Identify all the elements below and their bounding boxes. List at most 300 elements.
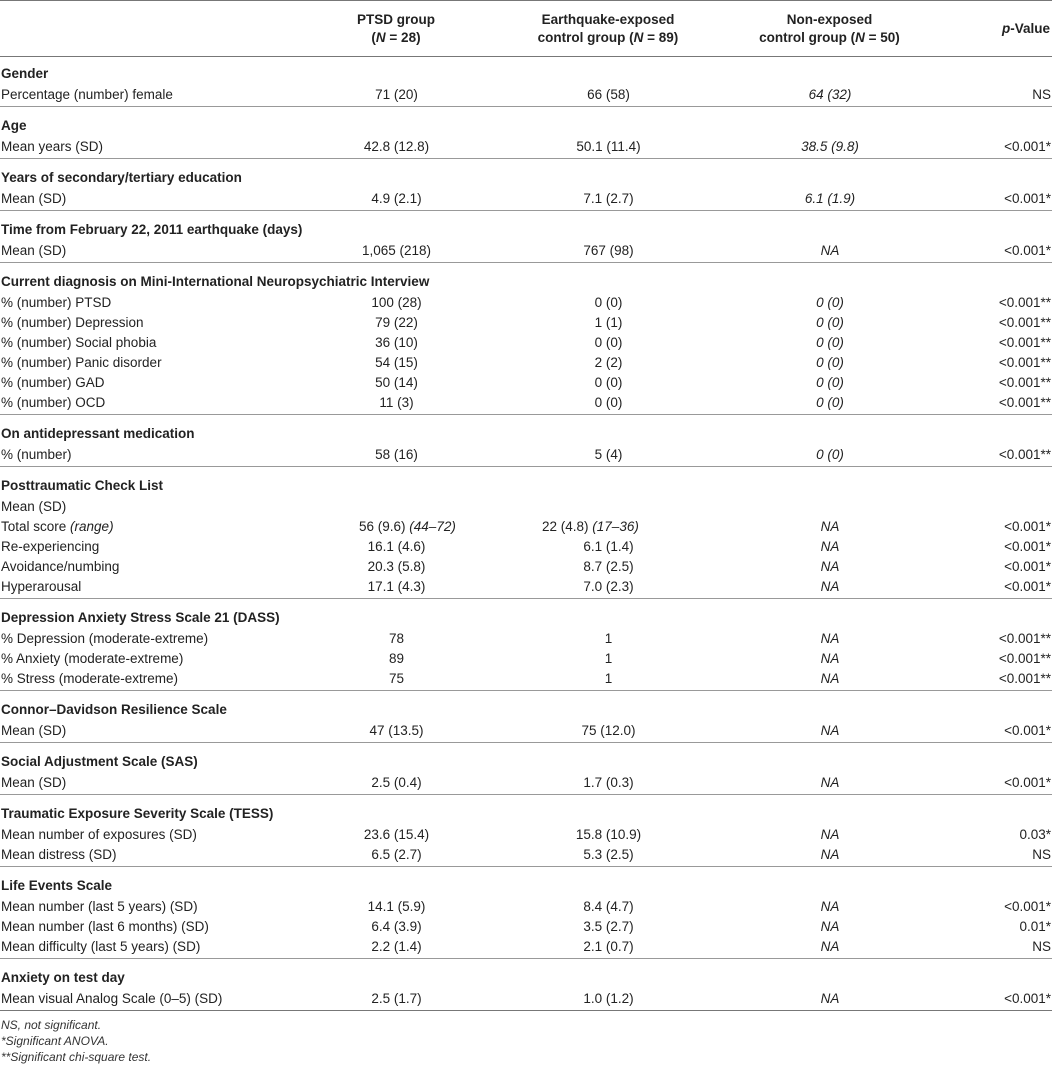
cell-ptsd [303, 537, 489, 557]
cell-ptsd-text: 11 (3) [379, 395, 414, 410]
cell-nonexposed [727, 353, 932, 373]
cell-exposed-text: 7.1 (2.7) [583, 191, 634, 206]
cell-exposed [489, 937, 727, 959]
cell-nonexposed-text: 0 (0) [816, 355, 844, 370]
row-label-text: % (number) [1, 447, 72, 462]
cell-p-value [932, 825, 1052, 845]
row-label [0, 517, 303, 537]
row-label [0, 577, 303, 599]
table-row [0, 293, 1052, 313]
cell-p-value [932, 393, 1052, 415]
cell-exposed [489, 669, 727, 691]
row-label-text: Percentage (number) female [1, 87, 173, 102]
cell-p-value-text: <0.001* [1004, 579, 1051, 594]
table-row [0, 537, 1052, 557]
row-label-text: % Anxiety (moderate-extreme) [1, 651, 184, 666]
cell-ptsd [303, 445, 489, 467]
cell-nonexposed-text: NA [820, 991, 840, 1006]
cell-p-value-text: <0.001** [998, 651, 1051, 666]
cell-nonexposed [727, 669, 932, 691]
table-row [0, 393, 1052, 415]
row-label-text: Mean number of exposures (SD) [1, 827, 197, 842]
cell-nonexposed [727, 517, 932, 537]
cell-nonexposed-text: 6.1 (1.9) [804, 191, 856, 206]
row-label-text: Mean difficulty (last 5 years) (SD) [1, 939, 201, 954]
table-row [0, 497, 1052, 517]
cell-p-value [932, 85, 1052, 107]
cell-ptsd-text: 20.3 (5.8) [367, 559, 426, 574]
section-header [0, 959, 1052, 990]
cell-p-value [932, 937, 1052, 959]
cell-nonexposed [727, 845, 932, 867]
row-label-text: Mean (SD) [1, 499, 67, 514]
header-p-value: p-Value [932, 1, 1052, 57]
cell-ptsd [303, 333, 489, 353]
table-row [0, 897, 1052, 917]
cell-exposed-text: 3.5 (2.7) [583, 919, 634, 934]
cell-p-value [932, 517, 1052, 537]
cell-exposed [489, 917, 727, 937]
cell-exposed-text: 1 (1) [594, 315, 623, 330]
cell-p-value-text: <0.001* [1004, 723, 1051, 738]
row-label-text: % (number) Depression [1, 315, 144, 330]
cell-nonexposed [727, 333, 932, 353]
cell-p-value [932, 373, 1052, 393]
table-row [0, 825, 1052, 845]
cell-exposed-text: 1 [604, 631, 613, 646]
cell-p-value [932, 313, 1052, 333]
row-label [0, 825, 303, 845]
cell-p-value-text: <0.001* [1004, 899, 1051, 914]
section-title: Life Events Scale [1, 878, 113, 893]
section-title: Connor–Davidson Resilience Scale [1, 702, 227, 717]
section-header [0, 57, 1052, 86]
table-row [0, 989, 1052, 1011]
cell-p-value-text: <0.001* [1004, 991, 1051, 1006]
footnote: *Significant ANOVA. [1, 1034, 109, 1048]
cell-exposed [489, 989, 727, 1011]
cell-nonexposed-text: NA [820, 519, 840, 534]
header-ptsd-group: PTSD group (N = 28) [303, 1, 489, 57]
row-label [0, 373, 303, 393]
cell-exposed-text: 1.0 (1.2) [583, 991, 634, 1006]
cell-p-value-text: NS [1032, 847, 1051, 862]
cell-p-value [932, 557, 1052, 577]
cell-ptsd-text: 89 [388, 651, 405, 666]
cell-exposed-text: 7.0 (2.3) [583, 579, 634, 594]
cell-exposed-text: 767 (98) [583, 243, 634, 258]
table-row [0, 445, 1052, 467]
cell-exposed [489, 85, 727, 107]
cell-ptsd [303, 137, 489, 159]
cell-ptsd [303, 557, 489, 577]
row-label [0, 773, 303, 795]
cell-exposed [489, 825, 727, 845]
cell-ptsd-text: 75 [388, 671, 405, 686]
cell-p-value-text: NS [1032, 87, 1051, 102]
cell-exposed-text: 2 (2) [594, 355, 623, 370]
cell-nonexposed-text: NA [820, 579, 840, 594]
cell-nonexposed [727, 241, 932, 263]
row-label [0, 721, 303, 743]
cell-ptsd [303, 577, 489, 599]
cell-exposed-text: 0 (0) [594, 335, 623, 350]
cell-p-value-text: <0.001** [998, 295, 1051, 310]
cell-p-value-text: NS [1032, 939, 1051, 954]
cell-ptsd-text: 36 (10) [375, 335, 418, 350]
section-header [0, 599, 1052, 630]
cell-nonexposed-text: 0 (0) [816, 447, 844, 462]
cell-exposed [489, 557, 727, 577]
cell-p-value-text: 0.01* [1019, 919, 1051, 934]
row-label [0, 241, 303, 263]
section-title: Depression Anxiety Stress Scale 21 (DASS) [1, 610, 280, 625]
cell-nonexposed-text: 0 (0) [816, 315, 844, 330]
cell-ptsd-text: 54 (15) [375, 355, 418, 370]
cell-p-value [932, 577, 1052, 599]
cell-nonexposed-text: 0 (0) [816, 395, 844, 410]
cell-nonexposed [727, 557, 932, 577]
cell-p-value-text: 0.03* [1019, 827, 1051, 842]
table-row [0, 241, 1052, 263]
section-header [0, 743, 1052, 774]
cell-exposed-text: 1.7 (0.3) [583, 775, 634, 790]
row-label [0, 649, 303, 669]
footnotes [0, 1017, 1052, 1065]
table-row [0, 137, 1052, 159]
row-label-text: Re-experiencing [1, 539, 100, 554]
cell-p-value-text: <0.001** [998, 335, 1051, 350]
cell-p-value [932, 629, 1052, 649]
section-title: Traumatic Exposure Severity Scale (TESS) [1, 806, 274, 821]
cell-p-value [932, 333, 1052, 353]
cell-p-value [932, 293, 1052, 313]
cell-exposed-text: 8.4 (4.7) [583, 899, 634, 914]
row-label [0, 445, 303, 467]
cell-exposed-text: 5.3 (2.5) [583, 847, 634, 862]
cell-p-value-text: <0.001* [1004, 775, 1051, 790]
cell-nonexposed [727, 721, 932, 743]
section-header [0, 867, 1052, 898]
row-label [0, 313, 303, 333]
cell-exposed [489, 649, 727, 669]
row-label-text: % (number) GAD [1, 375, 105, 390]
header-nonexposed-group: Non-exposed control group (N = 50) [727, 1, 932, 57]
cell-ptsd [303, 241, 489, 263]
cell-nonexposed [727, 293, 932, 313]
cell-nonexposed-text: NA [820, 559, 840, 574]
cell-exposed-text: 50.1 (11.4) [576, 139, 641, 154]
cell-ptsd-text: 2.5 (0.4) [371, 775, 422, 790]
cell-ptsd-text: 23.6 (15.4) [363, 827, 430, 842]
table-row [0, 917, 1052, 937]
cell-p-value [932, 353, 1052, 373]
cell-ptsd [303, 773, 489, 795]
cell-p-value-text: <0.001** [998, 395, 1051, 410]
header-empty [0, 1, 303, 57]
cell-p-value-text: <0.001** [998, 447, 1051, 462]
footnote: **Significant chi-square test. [1, 1050, 152, 1064]
cell-ptsd-text: 58 (16) [375, 447, 418, 462]
cell-ptsd-text: 79 (22) [375, 315, 418, 330]
row-label-text: Mean (SD) [1, 191, 67, 206]
cell-exposed [489, 241, 727, 263]
row-label [0, 629, 303, 649]
cell-nonexposed [727, 989, 932, 1011]
row-label-text: % Stress (moderate-extreme) [1, 671, 179, 686]
row-label [0, 333, 303, 353]
section-title: Posttraumatic Check List [1, 478, 164, 493]
cell-ptsd [303, 825, 489, 845]
cell-ptsd-text: 4.9 (2.1) [371, 191, 422, 206]
cell-exposed-text: 1 [604, 671, 613, 686]
cell-nonexposed-text: 0 (0) [816, 335, 844, 350]
section-title: Age [1, 118, 27, 133]
cell-nonexposed-text: 0 (0) [816, 375, 844, 390]
section-title: Years of secondary/tertiary education [1, 170, 242, 185]
cell-exposed [489, 333, 727, 353]
table-row [0, 373, 1052, 393]
cell-exposed-text: 0 (0) [594, 395, 623, 410]
cell-nonexposed [727, 137, 932, 159]
cell-nonexposed-text: NA [820, 775, 840, 790]
cell-exposed-text: 66 (58) [587, 87, 630, 102]
cell-exposed-text: 15.8 (10.9) [575, 827, 642, 842]
cell-nonexposed [727, 85, 932, 107]
cell-ptsd [303, 353, 489, 373]
row-label [0, 393, 303, 415]
table-row [0, 669, 1052, 691]
table-row [0, 937, 1052, 959]
cell-exposed [489, 373, 727, 393]
row-label [0, 85, 303, 107]
table-row [0, 333, 1052, 353]
cell-nonexposed [727, 649, 932, 669]
cell-p-value-text: <0.001* [1004, 243, 1051, 258]
row-label [0, 917, 303, 937]
footnote: NS, not significant. [1, 1018, 102, 1032]
cell-nonexposed [727, 313, 932, 333]
cell-p-value-text: <0.001* [1004, 191, 1051, 206]
row-label-text: Total score [1, 519, 67, 534]
section-header [0, 415, 1052, 446]
row-label-text: % (number) Social phobia [1, 335, 157, 350]
cell-ptsd-range: (44–72) [409, 519, 456, 534]
cell-nonexposed-text: NA [820, 671, 840, 686]
cell-nonexposed-text: NA [820, 243, 840, 258]
row-label-text: Mean (SD) [1, 775, 67, 790]
table-row [0, 649, 1052, 669]
cell-nonexposed [727, 825, 932, 845]
row-label [0, 937, 303, 959]
table-row [0, 189, 1052, 211]
cell-nonexposed [727, 445, 932, 467]
cell-ptsd-text: 2.5 (1.7) [371, 991, 422, 1006]
cell-exposed-text: 1 [604, 651, 613, 666]
cell-exposed-text: 75 (12.0) [581, 723, 636, 738]
cell-ptsd [303, 189, 489, 211]
cell-ptsd [303, 845, 489, 867]
section-header [0, 211, 1052, 242]
cell-exposed [489, 137, 727, 159]
section-title: Gender [1, 66, 49, 81]
cell-nonexposed-text: NA [820, 899, 840, 914]
row-label-text: Mean visual Analog Scale (0–5) (SD) [1, 991, 223, 1006]
row-label-text: Hyperarousal [1, 579, 82, 594]
row-label [0, 989, 303, 1011]
cell-p-value-text: <0.001** [998, 355, 1051, 370]
table-row [0, 577, 1052, 599]
cell-nonexposed-text: NA [820, 539, 840, 554]
cell-exposed-text: 0 (0) [594, 375, 623, 390]
cell-ptsd [303, 669, 489, 691]
cell-nonexposed [727, 917, 932, 937]
cell-nonexposed [727, 629, 932, 649]
row-label-text: Mean distress (SD) [1, 847, 117, 862]
table-row [0, 629, 1052, 649]
cell-nonexposed-text: NA [820, 631, 840, 646]
cell-p-value-text: <0.001** [998, 375, 1051, 390]
cell-nonexposed [727, 497, 932, 517]
section-header [0, 159, 1052, 190]
cell-ptsd [303, 313, 489, 333]
cell-exposed [489, 189, 727, 211]
cell-p-value [932, 669, 1052, 691]
cell-ptsd [303, 85, 489, 107]
table-row [0, 517, 1052, 537]
cell-ptsd-text: 6.5 (2.7) [371, 847, 422, 862]
cell-exposed [489, 313, 727, 333]
cell-nonexposed [727, 897, 932, 917]
cell-ptsd [303, 917, 489, 937]
cell-p-value [932, 917, 1052, 937]
cell-p-value [932, 721, 1052, 743]
cell-ptsd [303, 649, 489, 669]
row-label-text: % (number) Panic disorder [1, 355, 162, 370]
row-label [0, 293, 303, 313]
row-label [0, 537, 303, 557]
cell-p-value [932, 241, 1052, 263]
row-label-text: % (number) PTSD [1, 295, 112, 310]
cell-p-value-text: <0.001** [998, 315, 1051, 330]
table-body [0, 57, 1052, 1011]
row-label-range: (range) [70, 519, 114, 534]
cell-ptsd [303, 937, 489, 959]
cell-p-value [932, 189, 1052, 211]
row-label-text: Mean (SD) [1, 723, 67, 738]
cell-exposed [489, 393, 727, 415]
row-label-text: Mean number (last 6 months) (SD) [1, 919, 209, 934]
row-label [0, 353, 303, 373]
section-header [0, 107, 1052, 138]
cell-ptsd-text: 14.1 (5.9) [367, 899, 426, 914]
cell-p-value [932, 649, 1052, 669]
cell-exposed [489, 497, 727, 517]
row-label-text: Mean years (SD) [1, 139, 104, 154]
section-title: On antidepressant medication [1, 426, 195, 441]
cell-p-value-text: <0.001** [998, 631, 1051, 646]
section-title: Current diagnosis on Mini-International Neuropsychiatric Interview [1, 274, 430, 289]
row-label [0, 497, 303, 517]
cell-ptsd-text: 16.1 (4.6) [367, 539, 426, 554]
cell-p-value-text: <0.001** [998, 671, 1051, 686]
cell-ptsd-text: 42.8 (12.8) [363, 139, 430, 154]
cell-nonexposed [727, 537, 932, 557]
cell-ptsd [303, 897, 489, 917]
cell-nonexposed-text: NA [820, 919, 840, 934]
cell-ptsd [303, 393, 489, 415]
cell-exposed-text: 6.1 (1.4) [583, 539, 634, 554]
cell-exposed-text: 5 (4) [594, 447, 623, 462]
cell-ptsd-text: 17.1 (4.3) [367, 579, 426, 594]
cell-nonexposed-text: NA [820, 847, 840, 862]
section-header [0, 263, 1052, 294]
cell-exposed [489, 897, 727, 917]
section-header [0, 467, 1052, 498]
cell-ptsd-text: 50 (14) [375, 375, 418, 390]
cell-exposed-text: 2.1 (0.7) [583, 939, 634, 954]
cell-ptsd [303, 629, 489, 649]
cell-exposed [489, 721, 727, 743]
cell-exposed-text: 22 (4.8) [542, 519, 589, 534]
section-title: Time from February 22, 2011 earthquake (days) [1, 222, 303, 237]
cell-p-value [932, 989, 1052, 1011]
cell-nonexposed [727, 373, 932, 393]
cell-exposed-range: (17–36) [592, 519, 639, 534]
cell-exposed [489, 629, 727, 649]
cell-nonexposed-text: NA [820, 723, 840, 738]
cell-ptsd-text: 100 (28) [371, 295, 422, 310]
cell-nonexposed [727, 189, 932, 211]
cell-ptsd-text: 2.2 (1.4) [371, 939, 422, 954]
row-label-text: Mean (SD) [1, 243, 67, 258]
row-label [0, 137, 303, 159]
cell-ptsd [303, 497, 489, 517]
table-row [0, 353, 1052, 373]
cell-p-value [932, 497, 1052, 517]
cell-ptsd [303, 721, 489, 743]
cell-ptsd [303, 517, 489, 537]
row-label [0, 845, 303, 867]
cell-exposed [489, 577, 727, 599]
cell-exposed [489, 537, 727, 557]
header-row [0, 1, 1052, 57]
cell-nonexposed [727, 393, 932, 415]
row-label [0, 557, 303, 577]
cell-ptsd [303, 293, 489, 313]
row-label-text: % (number) OCD [1, 395, 106, 410]
table-row [0, 313, 1052, 333]
cell-ptsd-text: 56 (9.6) [359, 519, 406, 534]
cell-ptsd [303, 373, 489, 393]
cell-exposed-text: 0 (0) [594, 295, 623, 310]
cell-ptsd-text: 1,065 (218) [361, 243, 432, 258]
cell-p-value-text: <0.001* [1004, 539, 1051, 554]
cell-p-value [932, 773, 1052, 795]
cell-p-value [932, 445, 1052, 467]
cell-p-value [932, 897, 1052, 917]
cell-ptsd-text: 78 [388, 631, 405, 646]
section-header [0, 795, 1052, 826]
section-header [0, 691, 1052, 722]
row-label [0, 189, 303, 211]
cell-exposed [489, 293, 727, 313]
cell-nonexposed-text: NA [820, 651, 840, 666]
cell-p-value [932, 537, 1052, 557]
section-title: Anxiety on test day [1, 970, 125, 985]
cell-ptsd [303, 989, 489, 1011]
cell-nonexposed-text: NA [820, 827, 840, 842]
